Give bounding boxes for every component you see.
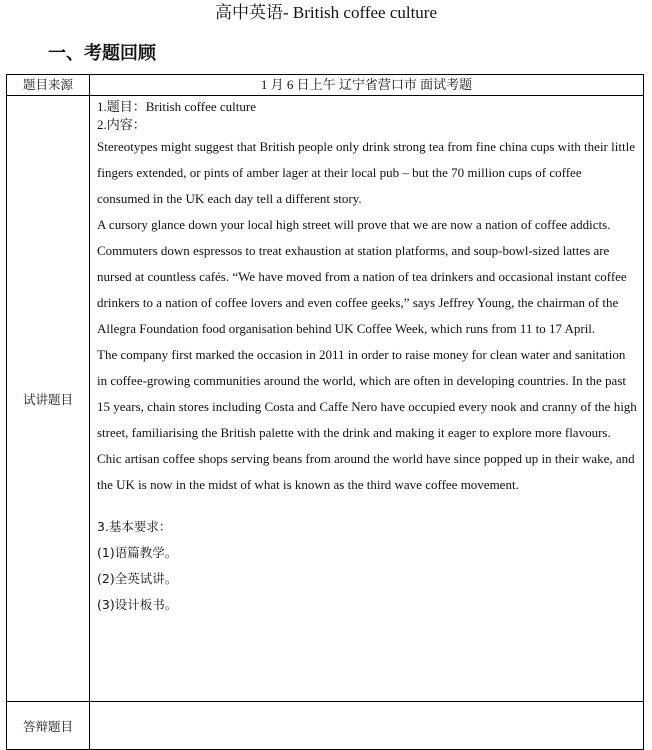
content-cell [90,96,644,702]
requirement-item: (1)语篇教学。 [97,545,178,560]
section-heading: 一、考题回顾 [48,43,156,64]
content-row [7,96,644,702]
source-label: 题目来源 [7,75,90,96]
defense-row [7,702,644,750]
source-value: 1 月 6 日上午 辽宁省营口市 面试考题 [90,75,644,96]
exam-table [6,74,644,750]
spacer [97,498,637,514]
document-title: 高中英语- British coffee culture [214,3,438,22]
source-row [7,75,644,96]
requirement-item: (3)设计板书。 [97,597,178,612]
paragraph-3: The company first marked the occasion in 2011 in order to raise money for clean water and sanitation in coffee-growing communities around the world, which are often in developing countries. In the past 15 years, chain stores including Costa and Caffe Nero have occupied every nook and cranny of the high street, familiarising the British palette with the drink and making it eager to explore more flavours. Chic artisan coffee shops serving beans from around the world have since popped up in their wake, and the UK is now in the midst of what is known as the third wave coffee movement. [97,347,637,492]
paragraph-1: Stereotypes might suggest that British people only drink strong tea from fine china cups with their little fingers extended, or pints of amber lager at their local pub – but the 70 million cups of coffee consumed in the UK each day tell a different story. [97,139,635,206]
defense-cell [90,702,644,750]
topic-line: 1.题目：British coffee culture [97,99,256,114]
content-heading: 2.内容： [97,117,146,132]
requirements-heading: 3.基本要求： [97,519,172,534]
defense-label: 答辩题目 [7,702,90,750]
content-label: 试讲题目 [7,96,90,702]
requirement-item: (2)全英试讲。 [97,571,178,586]
paragraph-2: A cursory glance down your local high street will prove that we are now a nation of coffee addicts. Commuters down espressos to treat exhaustion at station platforms, and soup-bowl-sized lattes are nursed at countless cafés. “We have moved from a nation of tea drinkers and occasional instant coffee drinkers to a nation of coffee lovers and even coffee geeks,” says Jeffrey Young, the chairman of the Allegra Foundation food organisation behind UK Coffee Week, which runs from 11 to 17 April. [97,217,627,336]
